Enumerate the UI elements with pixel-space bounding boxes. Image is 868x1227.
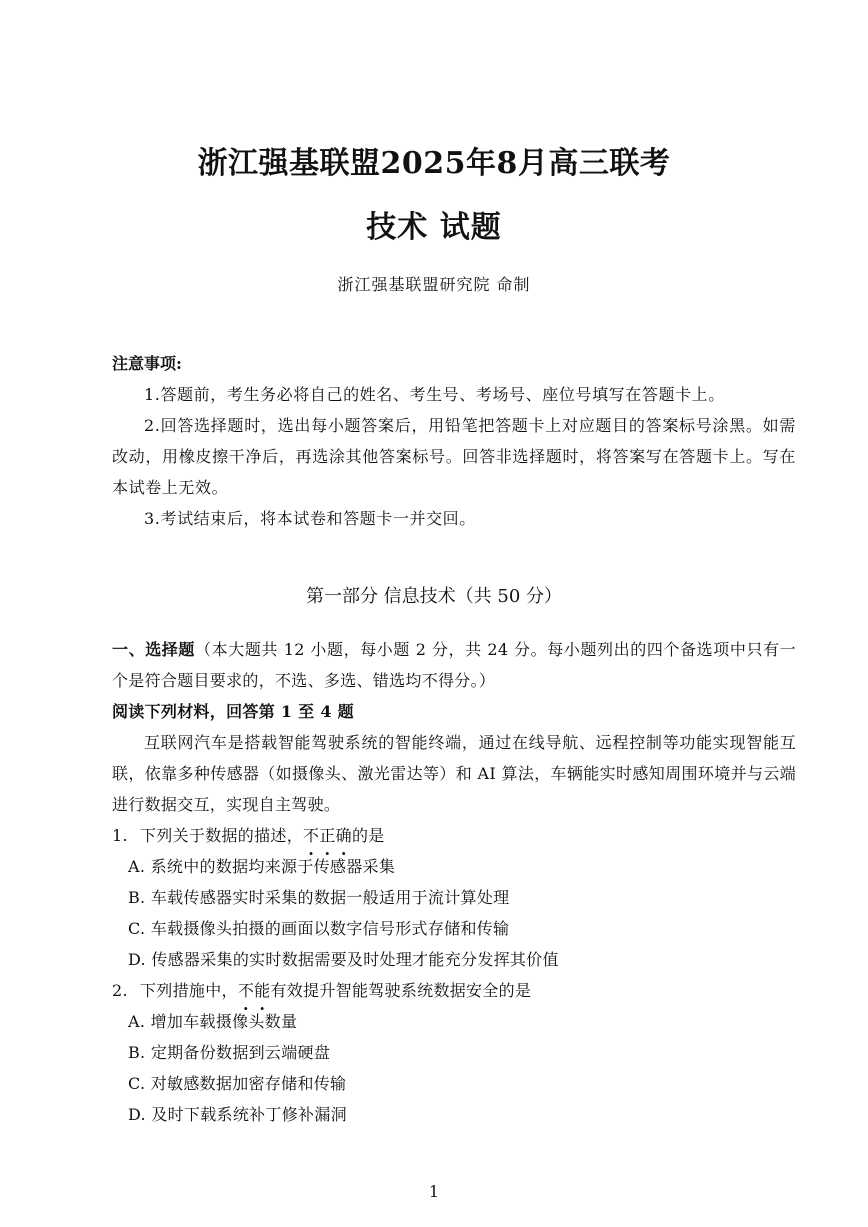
- section-heading: 一、选择题: [112, 640, 196, 659]
- question-1: [112, 820, 796, 975]
- question-number: 2.: [112, 981, 128, 1000]
- question-stem: [112, 820, 796, 851]
- choice-section: [112, 634, 796, 1130]
- option-d: D. 传感器采集的实时数据需要及时处理才能充分发挥其价值: [128, 950, 559, 969]
- option-a: A. 系统中的数据均来源于传感器采集: [128, 857, 396, 876]
- stem-text: 下列关于数据的描述，: [140, 826, 304, 845]
- page-number: 1: [428, 1182, 440, 1201]
- option-a: A. 增加车载摄像头数量: [128, 1012, 298, 1031]
- question-stem: [112, 975, 796, 1006]
- notes-list: [112, 379, 796, 534]
- option-b: B. 车载传感器实时采集的数据一般适用于流计算处理: [128, 888, 510, 907]
- emphasis-char: 能: [254, 981, 271, 1000]
- emphasized-text: [303, 826, 352, 845]
- reading-material: 互联网汽车是搭载智能驾驶系统的智能终端，通过在线导航、远程控制等功能实现智能互联，依靠多种传感器（如摄像头、激光雷达等）和 AI 算法，车辆能实时感知周围环境并与云端进行数据交互，实现自主驾驶。: [112, 733, 796, 814]
- subject-title: 技术 试题: [366, 210, 502, 245]
- stem-text: 有效提升智能驾驶系统数据安全的是: [270, 981, 532, 1000]
- stem-text: 下列措施中，: [140, 981, 238, 1000]
- note-item: 2.回答选择题时，选出每小题答案后，用铅笔把答题卡上对应题目的答案标号涂黑。如需改动，用橡皮擦干净后，再选涂其他答案标号。回答非选择题时，将答案写在答题卡上。写在本试卷上无效。: [112, 416, 796, 497]
- emphasis-char: 正: [319, 826, 336, 845]
- part-one-title: 第一部分 信息技术（共 50 分）: [305, 586, 563, 607]
- section-instructions: （本大题共 12 小题，每小题 2 分，共 24 分。每小题列出的四个备选项中只有一个是符合题目要求的，不选、多选、错选均不得分。）: [112, 640, 796, 690]
- section-intro: [112, 634, 796, 696]
- question-number: 1.: [112, 826, 128, 845]
- author-line: 浙江强基联盟研究院 命制: [337, 275, 531, 294]
- emphasis-char: 不: [303, 826, 320, 845]
- note-item: 1.答题前，考生务必将自己的姓名、考生号、考场号、座位号填写在答题卡上。: [144, 385, 725, 404]
- note-item: 3.考试结束后，将本试卷和答题卡一并交回。: [144, 509, 476, 528]
- option-d: D. 及时下载系统补丁修补漏洞: [128, 1105, 347, 1124]
- option-c: C. 对敏感数据加密存储和传输: [128, 1074, 347, 1093]
- stem-text: 的是: [351, 826, 385, 845]
- option-b: B. 定期备份数据到云端硬盘: [128, 1043, 331, 1062]
- reading-prompt: 阅读下列材料，回答第 1 至 4 题: [112, 702, 354, 721]
- question-2: [112, 975, 796, 1130]
- emphasis-char: 确: [335, 826, 352, 845]
- notes-heading: 注意事项:: [112, 354, 182, 373]
- emphasis-char: 不: [237, 981, 255, 1000]
- exam-title: 浙江强基联盟2025年8月高三联考: [197, 146, 671, 181]
- option-c: C. 车载摄像头拍摄的画面以数字信号形式存储和传输: [128, 919, 510, 938]
- emphasized-text: [238, 981, 271, 1000]
